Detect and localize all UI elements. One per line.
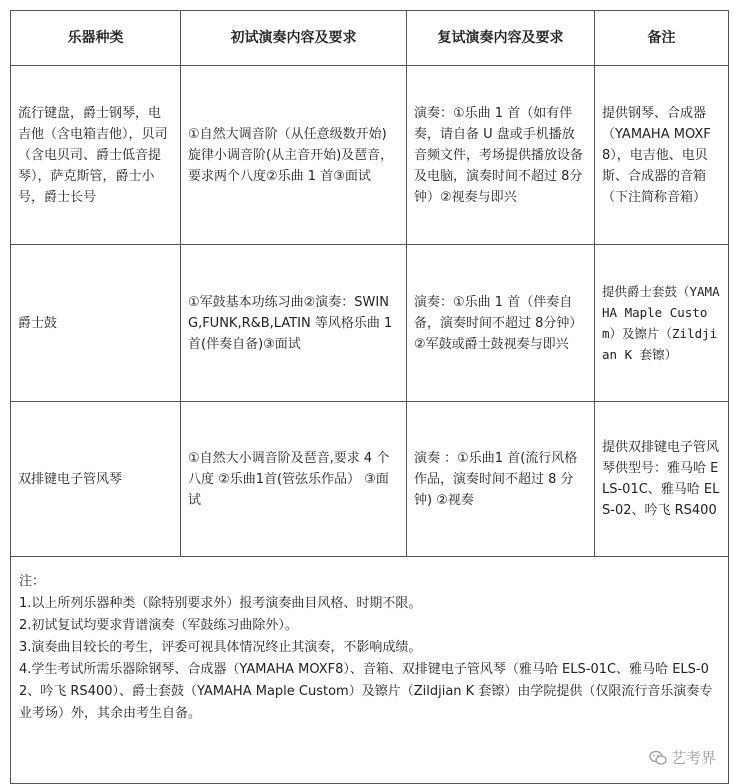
header-initial: 初试演奏内容及要求 — [181, 11, 407, 66]
watermark-text: 艺考界 — [670, 749, 716, 767]
cell-instrument: 爵士鼓 — [11, 245, 181, 402]
cell-retest: 演奏 ：①乐曲1 首(流行风格作品，演奏时间不超过 8 分钟) ②视奏 — [407, 402, 595, 557]
header-retest: 复试演奏内容及要求 — [407, 11, 595, 66]
exam-requirements-table-wrapper — [10, 10, 728, 784]
exam-requirements-table — [10, 10, 729, 784]
cell-retest: 演奏：①乐曲 1 首（如有伴奏，请自备 U 盘或手机播放音频文件，考场提供播放设备及电脑，演奏时间不超过 8分钟）②视奏与即兴 — [407, 66, 595, 245]
header-instrument: 乐器种类 — [11, 11, 181, 66]
cell-retest: 演奏：①乐曲 1 首（伴奏自备，演奏时间不超过 8分钟）②军鼓或爵士鼓视奏与即兴 — [407, 245, 595, 402]
wechat-icon — [649, 750, 667, 766]
cell-initial: ①自然大小调音阶及琶音,要求 4 个八度 ②乐曲1首(管弦乐作品） ③面试 — [181, 402, 407, 557]
table-header-row — [11, 11, 729, 66]
notes-title: 注： — [19, 574, 46, 589]
table-row — [11, 402, 729, 557]
note-item: 3.演奏曲目较长的考生，评委可视具体情况终止其演奏，不影响成绩。 — [19, 640, 422, 655]
notes-row — [11, 557, 729, 784]
cell-remark: 提供爵士套鼓（YAMAHA Maple Custom）及镲片（Zildjian K 套镲） — [595, 245, 729, 402]
table-row — [11, 245, 729, 402]
note-item: 4.学生考试所需乐器除钢琴、合成器（YAMAHA MOXF8）、音箱、双排键电子管风琴（雅马哈 ELS-01C、雅马哈 ELS-02、吟飞 RS400）、爵士套鼓（YAMAHA Maple Custom）及镲片（Zildjian K 套镲）由学院提供（仅限流行音乐演奏专业考场）外，其余由考生自备。 — [19, 662, 713, 721]
cell-instrument: 流行键盘，爵士钢琴，电吉他（含电箱吉他），贝司（含电贝司、爵士低音提琴），萨克斯管，爵士小号，爵士长号 — [11, 66, 181, 245]
note-item: 2.初试复试均要求背谱演奏（军鼓练习曲除外）。 — [19, 618, 298, 633]
note-item: 1.以上所列乐器种类（除特别要求外）报考演奏曲目风格、时期不限。 — [19, 596, 422, 611]
cell-remark: 提供双排键电子管风琴供型号：雅马哈 ELS-01C、雅马哈 ELS-02、吟飞 RS400 — [595, 402, 729, 557]
table-row — [11, 66, 729, 245]
cell-initial: ①自然大调音阶（从任意级数开始)旋律小调音阶(从主音开始)及琶音，要求两个八度②乐曲 1 首③面试 — [181, 66, 407, 245]
notes-cell — [11, 557, 729, 784]
watermark — [649, 747, 716, 768]
cell-remark: 提供钢琴、合成器（YAMAHA MOXF8），电吉他、电贝斯、合成器的音箱（下注简称音箱） — [595, 66, 729, 245]
cell-instrument: 双排键电子管风琴 — [11, 402, 181, 557]
header-remark: 备注 — [595, 11, 729, 66]
cell-initial: ①军鼓基本功练习曲②演奏：SWING,FUNK,R&B,LATIN 等风格乐曲 1 首(伴奏自备)③面试 — [181, 245, 407, 402]
